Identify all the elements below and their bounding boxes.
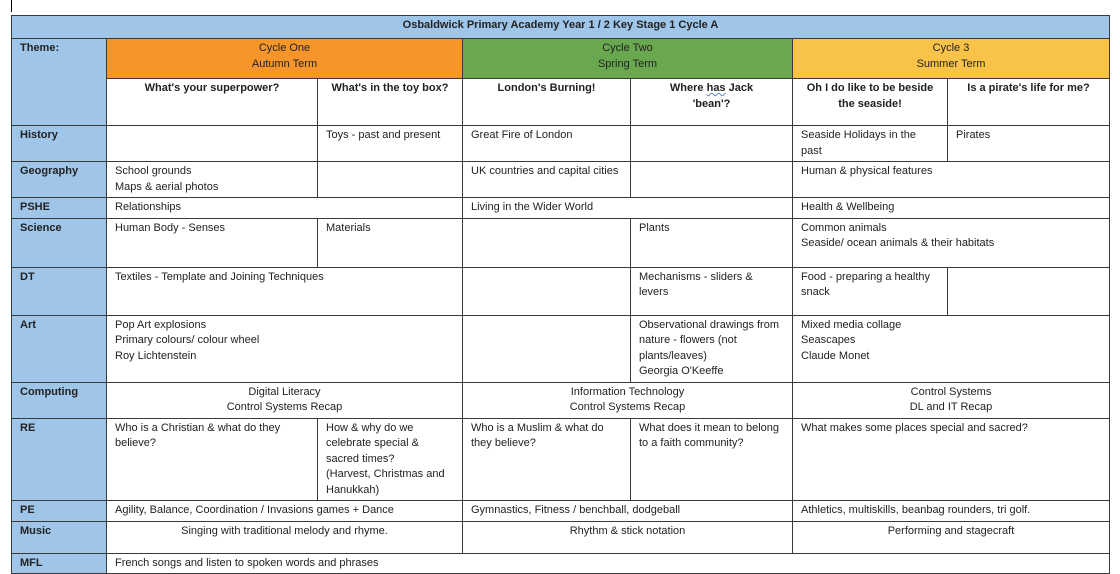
cell: [463, 218, 631, 267]
cell: Toys - past and present: [318, 126, 463, 162]
row-music: [12, 521, 1110, 553]
cell: Human Body - Senses: [107, 218, 318, 267]
cell: Information Technology Control Systems Recap: [463, 382, 793, 418]
cell: Materials: [318, 218, 463, 267]
cell: Who is a Christian & what do they believe?: [107, 418, 318, 501]
topic-superpower: What's your superpower?: [107, 79, 318, 126]
cycle-one-name: Cycle One: [258, 42, 311, 54]
cycle-one-term: Autumn Term: [251, 57, 318, 70]
theme-label: Theme:: [12, 39, 107, 126]
cell: Seaside Holidays in the past: [793, 126, 948, 162]
row-pe: [12, 501, 1110, 522]
topic-jack-bean-line1: Where has Jack: [669, 82, 754, 94]
subject-music: Music: [12, 521, 107, 553]
cell: Gymnastics, Fitness / benchball, dodgeball: [463, 501, 793, 522]
cell: [631, 126, 793, 162]
cycle-three-header: [793, 39, 1110, 79]
cell: Plants: [631, 218, 793, 267]
row-history: [12, 126, 1110, 162]
cell: Mixed media collage Seascapes Claude Monet: [793, 315, 1110, 382]
page-title: Osbaldwick Primary Academy Year 1 / 2 Key Stage 1 Cycle A: [12, 16, 1110, 39]
subject-re: RE: [12, 418, 107, 501]
cell: [463, 267, 631, 315]
curriculum-table: [11, 15, 1110, 574]
subject-pshe: PSHE: [12, 198, 107, 219]
cell: Living in the Wider World: [463, 198, 793, 219]
row-geography: [12, 162, 1110, 198]
topic-londons-burning: London's Burning!: [463, 79, 631, 126]
cell: School grounds Maps & aerial photos: [107, 162, 318, 198]
topic-pirate: Is a pirate's life for me?: [948, 79, 1110, 126]
cell: Textiles - Template and Joining Techniques: [107, 267, 463, 315]
cycle-two-name: Cycle Two: [602, 42, 653, 54]
subject-pe: PE: [12, 501, 107, 522]
cell: Relationships: [107, 198, 463, 219]
subject-dt: DT: [12, 267, 107, 315]
cell: French songs and listen to spoken words and phrases: [107, 553, 1110, 574]
cell: Singing with traditional melody and rhyme.: [107, 521, 463, 553]
text-cursor: [11, 0, 12, 12]
cycle-two-header: [463, 39, 793, 79]
cell: Observational drawings from nature - flowers (not plants/leaves) Georgia O'Keeffe: [631, 315, 793, 382]
cell: [318, 162, 463, 198]
cycle-three-term: Summer Term: [916, 57, 986, 70]
row-re: [12, 418, 1110, 501]
cell: Athletics, multiskills, beanbag rounders, tri golf.: [793, 501, 1110, 522]
cell: Food - preparing a healthy snack: [793, 267, 948, 315]
cycle-three-name: Cycle 3: [932, 42, 970, 54]
cell: Who is a Muslim & what do they believe?: [463, 418, 631, 501]
cell: [631, 162, 793, 198]
cell: Health & Wellbeing: [793, 198, 1110, 219]
subject-computing: Computing: [12, 382, 107, 418]
subject-art: Art: [12, 315, 107, 382]
topic-seaside: Oh I do like to be beside the seaside!: [793, 79, 948, 126]
cell: Performing and stagecraft: [793, 521, 1110, 553]
cell: [107, 126, 318, 162]
cell: Digital Literacy Control Systems Recap: [107, 382, 463, 418]
subject-geography: Geography: [12, 162, 107, 198]
row-pshe: [12, 198, 1110, 219]
cycle-one-header: [107, 39, 463, 79]
subject-history: History: [12, 126, 107, 162]
cell: Great Fire of London: [463, 126, 631, 162]
row-mfl: [12, 553, 1110, 574]
topic-jack-bean-line2: 'bean'?: [692, 97, 731, 110]
cell: What makes some places special and sacred?: [793, 418, 1110, 501]
cell: Agility, Balance, Coordination / Invasions games + Dance: [107, 501, 463, 522]
cell: Control Systems DL and IT Recap: [793, 382, 1110, 418]
cell: Human & physical features: [793, 162, 1110, 198]
row-computing: [12, 382, 1110, 418]
cell: Pirates: [948, 126, 1110, 162]
cycle-two-term: Spring Term: [597, 57, 658, 70]
subject-mfl: MFL: [12, 553, 107, 574]
topic-toy-box: What's in the toy box?: [318, 79, 463, 126]
row-dt: [12, 267, 1110, 315]
row-science: [12, 218, 1110, 267]
row-art: [12, 315, 1110, 382]
subject-science: Science: [12, 218, 107, 267]
cell: Common animals Seaside/ ocean animals & their habitats: [793, 218, 1110, 267]
cell: What does it mean to belong to a faith community?: [631, 418, 793, 501]
cell: Mechanisms - sliders & levers: [631, 267, 793, 315]
cell: Rhythm & stick notation: [463, 521, 793, 553]
cell: UK countries and capital cities: [463, 162, 631, 198]
cell: How & why do we celebrate special & sacred times? (Harvest, Christmas and Hanukkah): [318, 418, 463, 501]
topic-jack-bean: [631, 79, 793, 126]
cell: Pop Art explosions Primary colours/ colour wheel Roy Lichtenstein: [107, 315, 463, 382]
cell: [463, 315, 631, 382]
cell: [948, 267, 1110, 315]
